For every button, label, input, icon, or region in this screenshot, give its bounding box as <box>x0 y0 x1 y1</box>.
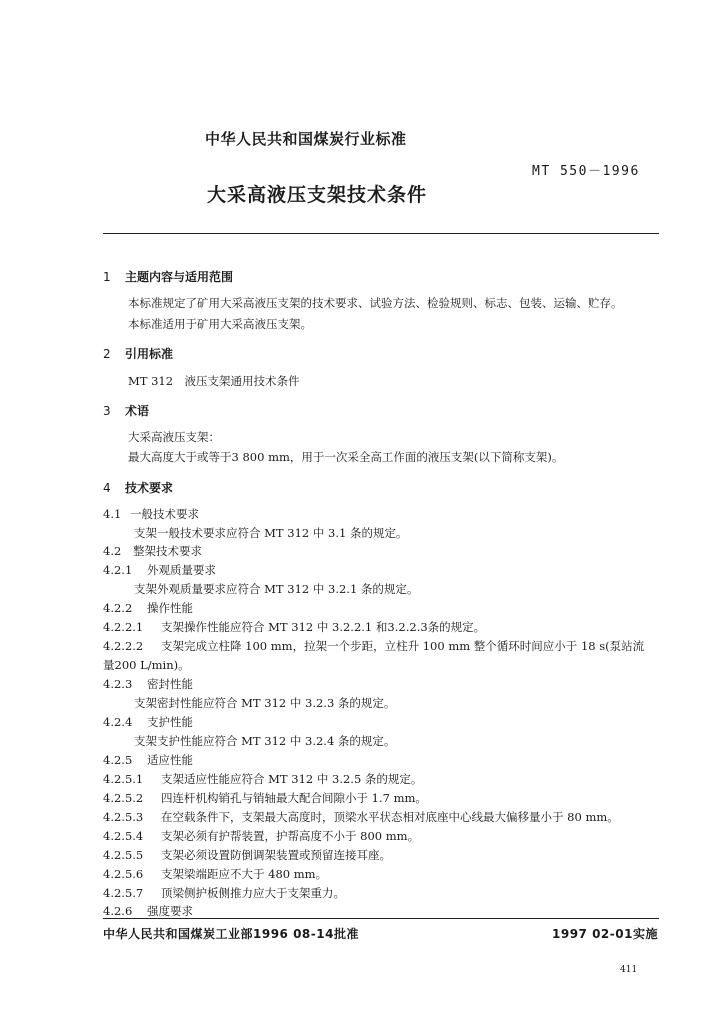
clause-number: 4.1 <box>103 507 122 521</box>
issuing-organization: 中华人民共和国煤炭行业标准 <box>205 130 407 148</box>
clause-title: 支护性能 <box>147 715 193 729</box>
section-1-paragraph-2: 本标准适用于矿用大采高液压支架。 <box>128 317 312 331</box>
clause-number: 4.2.5.2 <box>103 791 144 805</box>
clause-4-2-3-text: 支架密封性能应符合 MT 312 中 3.2.3 条的规定。 <box>134 696 396 710</box>
clause-title: 密封性能 <box>147 677 193 691</box>
clause-title: 整架技术要求 <box>133 544 202 558</box>
clause-4-2-2-1 <box>103 619 485 635</box>
section-2-reference: MT 312 液压支架通用技术条件 <box>128 374 300 388</box>
term-name: 大采高液压支架： <box>128 430 220 444</box>
clause-text: 支架适应性能应符合 MT 312 中 3.2.5 条的规定。 <box>161 772 423 786</box>
section-1-paragraph-1: 本标准规定了矿用大采高液压支架的技术要求、试验方法、检验规则、标志、包装、运输、贮存。 <box>128 296 623 310</box>
clause-number: 4.2.5.1 <box>103 772 144 786</box>
clause-4-2-2-heading <box>103 600 193 616</box>
section-2-heading <box>103 345 173 362</box>
section-4-heading <box>103 479 173 496</box>
clause-number: 4.2.5.6 <box>103 867 144 881</box>
clause-4-2-5-7 <box>103 885 345 901</box>
approval-line: 中华人民共和国煤炭工业部1996 08-14批准 <box>103 927 359 941</box>
clause-title: 外观质量要求 <box>147 563 216 577</box>
clause-text: 支架操作性能应符合 MT 312 中 3.2.2.1 和3.2.2.3条的规定。 <box>161 620 486 634</box>
clause-text: 支架完成立柱降 100 mm，拉架一个步距，立柱升 100 mm 整个循环时间应小于 18 s(泵站流 <box>161 639 645 653</box>
clause-4-2-4-text: 支架支护性能应符合 MT 312 中 3.2.4 条的规定。 <box>134 734 396 748</box>
clause-number: 4.2.5.3 <box>103 810 144 824</box>
clause-4-2-5-4 <box>103 828 419 844</box>
clause-number: 4.2.6 <box>103 904 133 918</box>
section-number: 1 <box>103 270 111 284</box>
clause-number: 4.2.5 <box>103 753 133 767</box>
clause-title: 适应性能 <box>147 753 193 767</box>
clause-number: 4.2 <box>103 544 122 558</box>
clause-4-2-heading <box>103 543 202 559</box>
clause-4-2-5-3 <box>103 809 619 825</box>
clause-number: 4.2.2.1 <box>103 620 144 634</box>
clause-text: 支架梁端距应不大于 480 mm。 <box>161 867 328 881</box>
document-title: 大采高液压支架技术条件 <box>207 184 428 206</box>
clause-number: 4.2.2.2 <box>103 639 144 653</box>
clause-number: 4.2.2 <box>103 601 133 615</box>
clause-number: 4.2.5.4 <box>103 829 144 843</box>
clause-4-2-2-2 <box>103 638 644 654</box>
clause-4-2-5-2 <box>103 790 427 806</box>
clause-number: 4.2.1 <box>103 563 133 577</box>
clause-number: 4.2.5.7 <box>103 886 144 900</box>
clause-title: 操作性能 <box>147 601 193 615</box>
clause-4-2-5-5 <box>103 847 391 863</box>
standard-code: MT 550－1996 <box>532 164 640 179</box>
clause-4-2-2-2-continuation: 量200 L/min)。 <box>103 658 190 672</box>
clause-text: 支架必须有护帮装置，护帮高度不小于 800 mm。 <box>161 829 420 843</box>
section-number: 3 <box>103 404 111 418</box>
clause-text: 四连杆机构销孔与销轴最大配合间隙小于 1.7 mm。 <box>161 791 427 805</box>
section-number: 2 <box>103 347 111 361</box>
clause-number: 4.2.4 <box>103 715 133 729</box>
term-definition: 最大高度大于或等于3 800 mm，用于一次采全高工作面的液压支架(以下简称支架)。 <box>128 450 564 464</box>
section-title: 术语 <box>125 404 150 418</box>
clause-text: 在空载条件下，支架最大高度时，顶梁水平状态相对底座中心线最大偏移量小于 80 mm。 <box>161 810 619 824</box>
clause-title: 强度要求 <box>147 904 193 918</box>
clause-4-1-text: 支架一般技术要求应符合 MT 312 中 3.1 条的规定。 <box>134 526 408 540</box>
section-1-heading <box>103 268 233 285</box>
footer-rule <box>103 918 659 919</box>
clause-4-2-6-heading <box>103 903 193 919</box>
clause-4-2-5-1 <box>103 771 422 787</box>
clause-text: 顶梁侧护板侧推力应大于支架重力。 <box>161 886 345 900</box>
section-3-heading <box>103 402 149 419</box>
clause-title: 一般技术要求 <box>130 507 199 521</box>
clause-4-2-1-text: 支架外观质量要求应符合 MT 312 中 3.2.1 条的规定。 <box>134 582 419 596</box>
clause-4-2-5-6 <box>103 866 327 882</box>
implementation-date: 1997 02-01实施 <box>552 927 658 941</box>
header-rule <box>103 233 659 234</box>
clause-4-1-heading <box>103 506 199 522</box>
clause-4-2-4-heading <box>103 714 193 730</box>
clause-text: 支架必须设置防倒调架装置或预留连接耳座。 <box>161 848 391 862</box>
section-title: 技术要求 <box>125 481 174 495</box>
section-number: 4 <box>103 481 111 495</box>
section-title: 主题内容与适用范围 <box>125 270 234 284</box>
page-number: 411 <box>620 965 638 975</box>
clause-number: 4.2.5.5 <box>103 848 144 862</box>
section-title: 引用标准 <box>125 347 174 361</box>
clause-4-2-5-heading <box>103 752 193 768</box>
clause-4-2-1-heading <box>103 562 216 578</box>
clause-number: 4.2.3 <box>103 677 133 691</box>
clause-4-2-3-heading <box>103 676 193 692</box>
